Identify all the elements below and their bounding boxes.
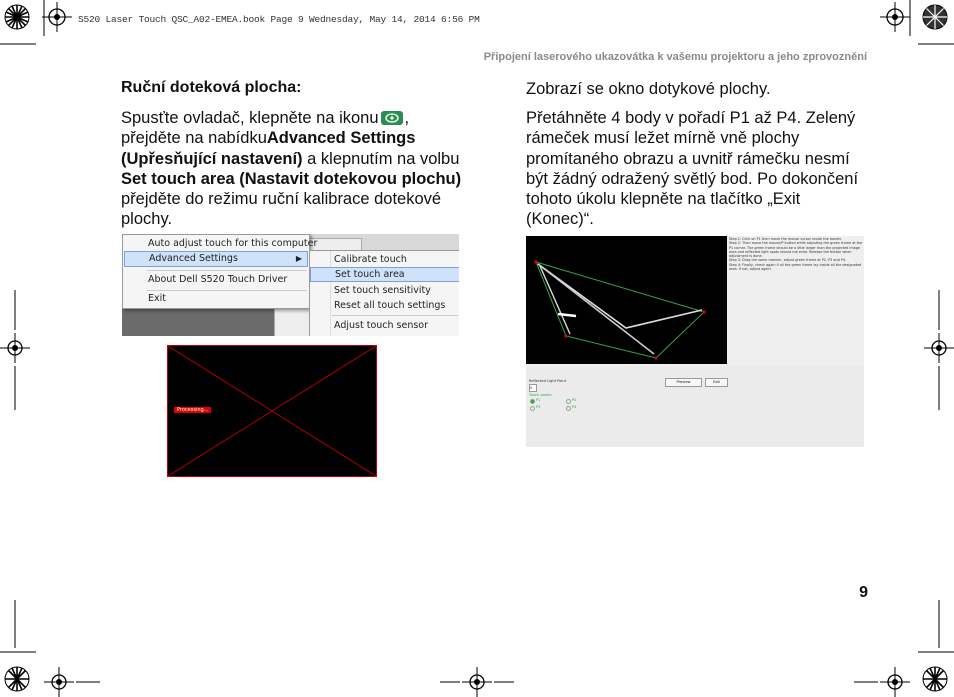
calibration-screen — [167, 345, 377, 477]
instruction-text: , přejděte na nabídku — [121, 109, 410, 148]
touch-frame-drawing — [526, 236, 727, 364]
touch-preview-area — [526, 236, 727, 364]
driver-tray-icon — [381, 111, 403, 125]
menu-item-calibrate-touch[interactable]: Calibrate touch — [334, 254, 407, 265]
radio-p3[interactable] — [530, 406, 535, 411]
menu-item-adjust-touch-sensor[interactable]: Adjust touch sensor — [334, 320, 429, 331]
context-menu — [122, 234, 318, 309]
radio-p2[interactable] — [566, 399, 571, 404]
menu-item-set-touch-sensitivity[interactable]: Set touch sensitivity — [334, 285, 431, 296]
touch-area-window-screenshot — [526, 236, 864, 447]
menu-item-set-touch-area[interactable]: Set touch area — [310, 267, 459, 282]
radio-label: P4 — [572, 405, 577, 409]
menu-item-auto-adjust[interactable]: Auto adjust touch for this computer — [148, 238, 318, 249]
advanced-settings-submenu — [309, 250, 459, 336]
section-heading: Ruční doteková plocha: — [121, 79, 302, 96]
radio-p1[interactable] — [530, 399, 535, 404]
submenu-arrow-icon: ▶ — [295, 254, 302, 263]
running-head: Připojení laserového ukazovátka k vašemu projektoru a jeho zprovoznění — [483, 51, 867, 63]
instruction-text: a klepnutím na volbu — [302, 149, 460, 168]
menu-item-advanced-settings[interactable] — [124, 251, 308, 267]
menu-item-reset-touch-settings[interactable]: Reset all touch settings — [334, 300, 446, 311]
menu-item-about[interactable]: About Dell S520 Touch Driver — [148, 274, 288, 285]
reflected-light-value: 0 — [529, 384, 537, 392]
instruction-paragraph — [121, 108, 466, 230]
touch-step: Step 4: Finally, check again if all the green frame lay inside all the designated area. If not, adjust again. — [729, 262, 862, 272]
instruction-text: Spusťte ovladač, klepněte na ikonu — [121, 109, 379, 127]
menu-reference: Set touch area (Nastavit dotekovou plochu) — [121, 169, 462, 188]
drag-points-instructions: Přetáhněte 4 body v pořadí P1 až P4. Zelený rámeček musí ležet mírně vně plochy promítaného obrazu a uvnitř rámečku nesmí být žádný odražený světlý bod. Po dokončení tohoto úkolu klepněte na tlačítko „Exit (Konec)“. — [526, 109, 859, 229]
context-menu-screenshot — [122, 234, 459, 336]
preview-button[interactable]: Preview — [665, 378, 702, 387]
radio-label: P2 — [572, 398, 577, 402]
menu-reference: Advanced Settings (Upřesňující nastavení) — [121, 129, 416, 168]
touch-points-label: Touch points — [529, 393, 552, 397]
menu-separator — [147, 270, 307, 271]
touch-settings-panel — [526, 366, 864, 447]
page-number: 9 — [859, 584, 868, 601]
menu-item-label: Advanced Settings — [149, 253, 238, 264]
desktop-background — [122, 306, 282, 336]
touch-step: Step 1: Click on P1 then move the mouse cursor inside the border. — [729, 237, 842, 241]
menu-separator — [332, 315, 458, 316]
instruction-text: přejděte do režimu ruční kalibrace dotekové plochy. — [121, 190, 442, 229]
touch-steps-list — [729, 237, 863, 271]
touch-step: Step 3: Drag the same manner, adjust green frame at P2, P3 and P4. — [729, 258, 847, 263]
radio-label: P1 — [536, 398, 541, 402]
menu-item-exit[interactable]: Exit — [148, 293, 166, 304]
print-proof-line: S520 Laser Touch QSC_A02-EMEA.book Page 9 Wednesday, May 14, 2014 6:56 PM — [78, 14, 480, 25]
processing-label: Processing... — [174, 407, 211, 413]
radio-p4[interactable] — [566, 406, 571, 411]
exit-button[interactable]: Exit — [705, 378, 728, 387]
touch-step: Step 2: Then move the mouse/P button while adjusting the green frame at the P1 corner. The green frame should be a little larger than the projected image area and reflected light spots should not exist. Release the button when adjustment is done. — [729, 241, 863, 259]
reflected-light-label: Reflected Light Point — [529, 379, 567, 383]
window-appears-text: Zobrazí se okno dotykové plochy. — [526, 80, 771, 98]
radio-label: P3 — [536, 405, 541, 409]
